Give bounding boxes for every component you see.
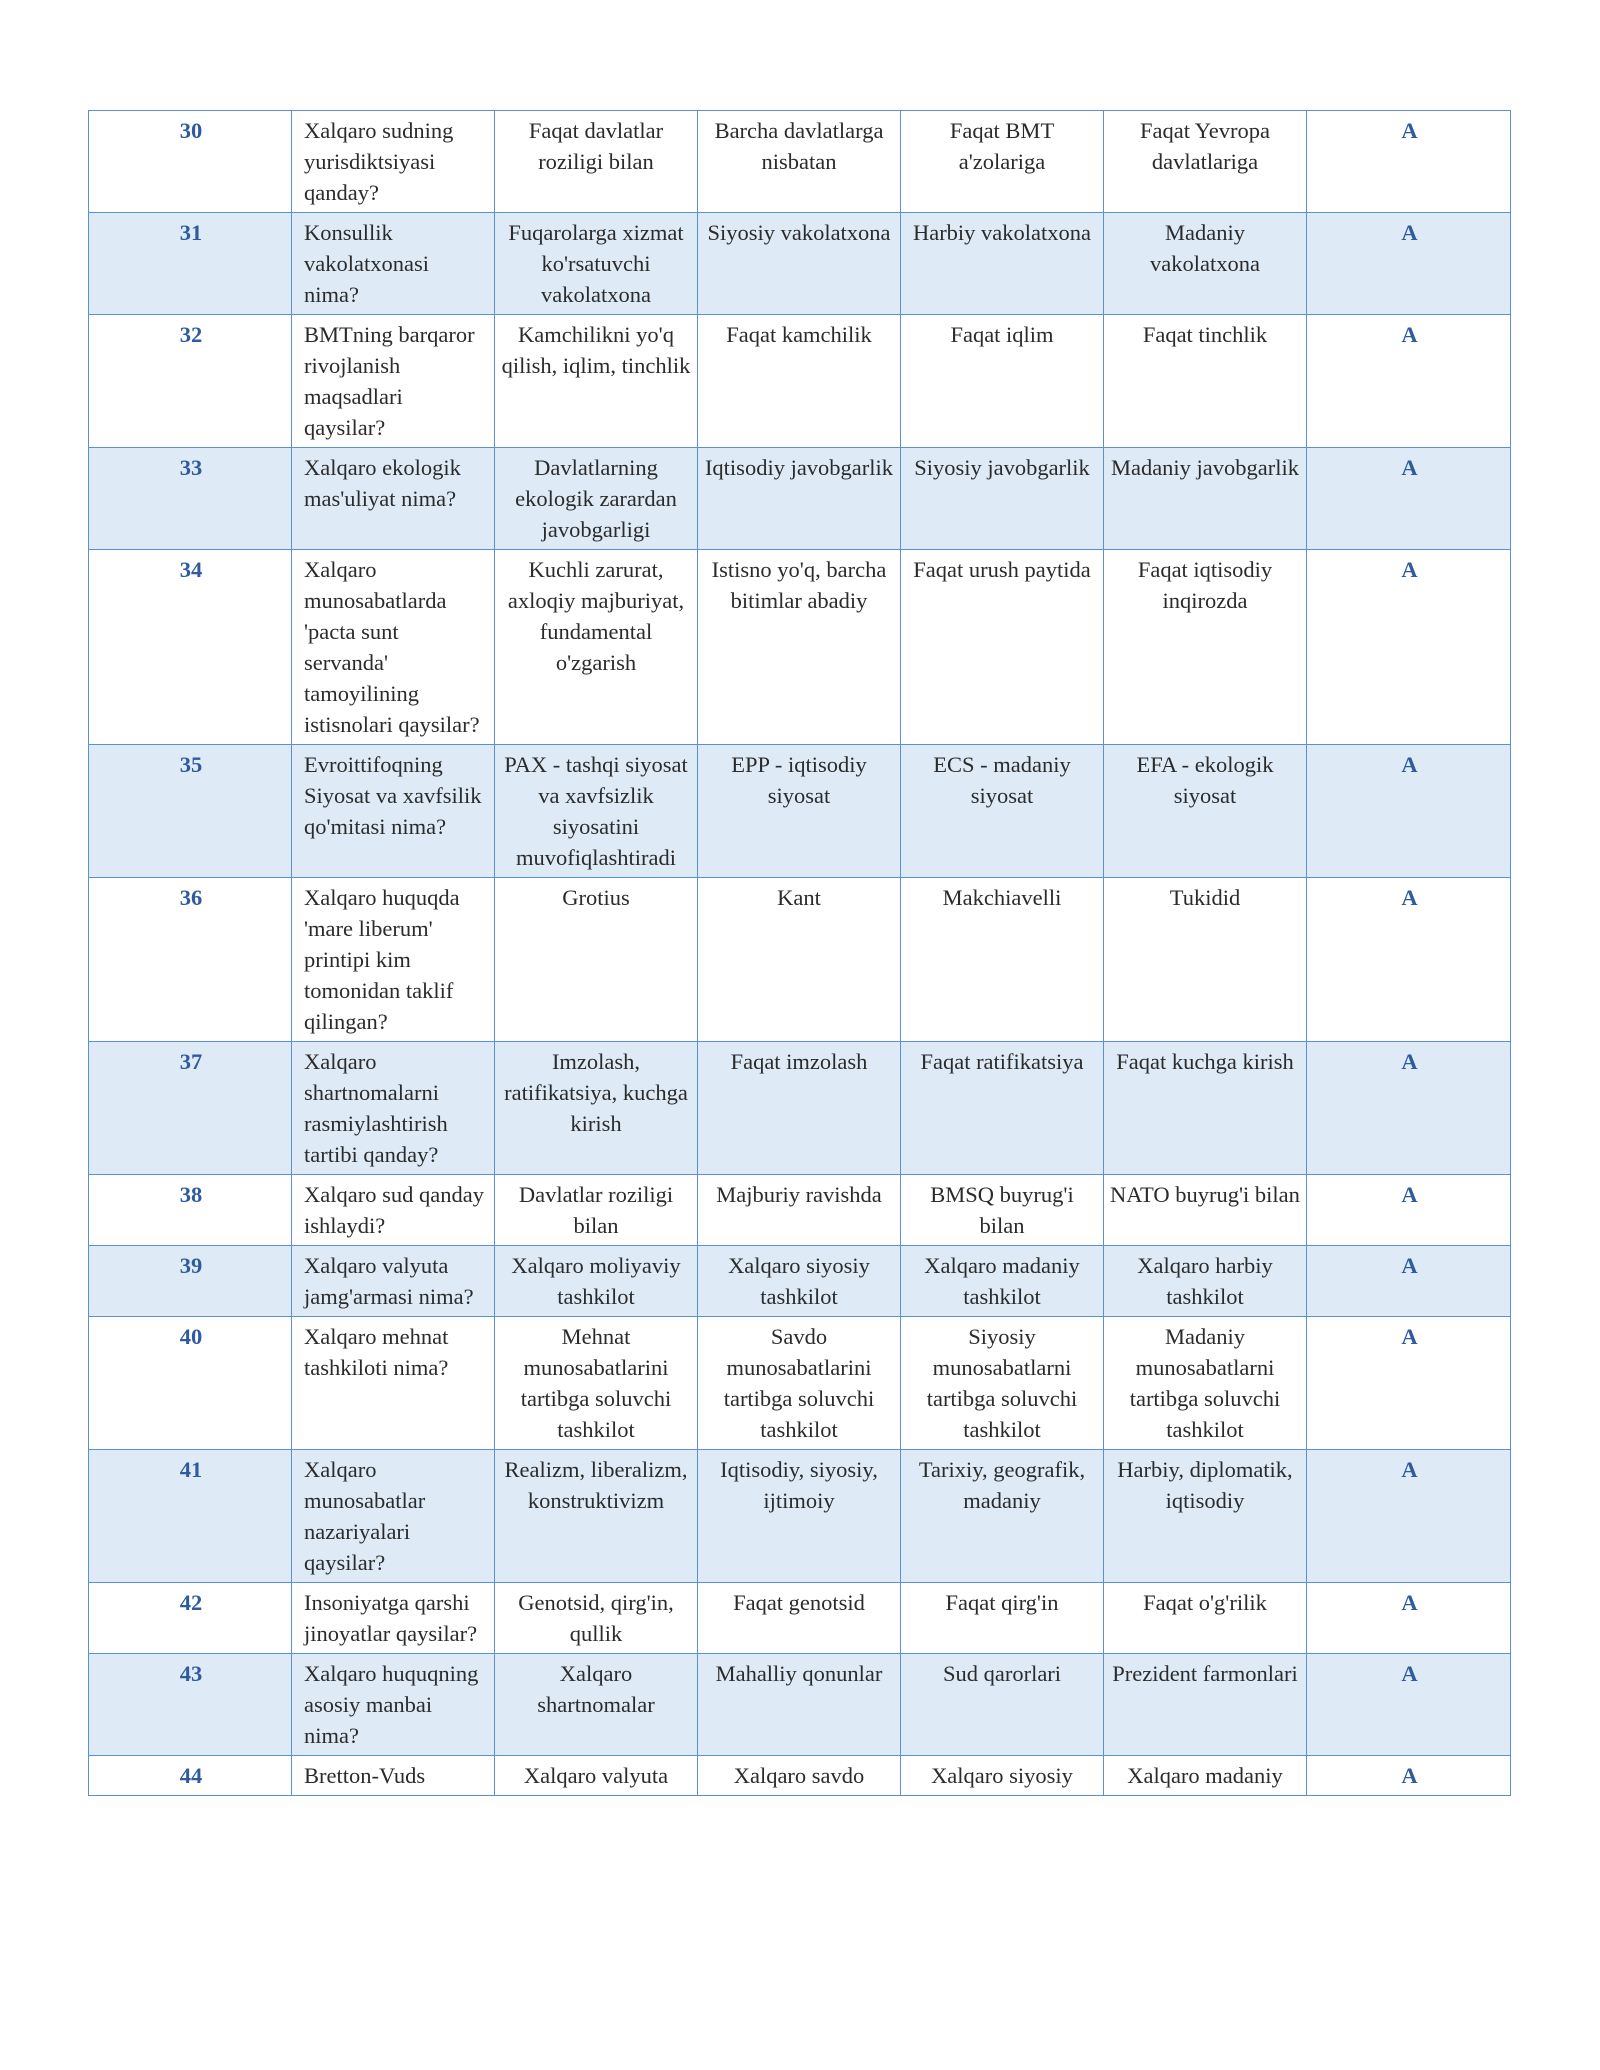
- table-row: [89, 315, 1511, 448]
- question-number: 39: [89, 1246, 292, 1317]
- table-row: [89, 448, 1511, 550]
- correct-answer: A: [1307, 213, 1511, 315]
- option-c: Faqat BMT a'zolariga: [901, 111, 1104, 213]
- option-a: Genotsid, qirg'in, qullik: [495, 1583, 698, 1654]
- option-b: Xalqaro siyosiy tashkilot: [698, 1246, 901, 1317]
- option-d: Harbiy, diplomatik, iqtisodiy: [1104, 1450, 1307, 1583]
- option-c: Xalqaro madaniy tashkilot: [901, 1246, 1104, 1317]
- option-a: Kamchilikni yo'q qilish, iqlim, tinchlik: [495, 315, 698, 448]
- correct-answer: A: [1307, 1756, 1511, 1796]
- question-number: 37: [89, 1042, 292, 1175]
- document-page: [88, 110, 1510, 1796]
- option-b: Xalqaro savdo: [698, 1756, 901, 1796]
- option-c: Makchiavelli: [901, 878, 1104, 1042]
- table-row: [89, 878, 1511, 1042]
- question-number: 32: [89, 315, 292, 448]
- option-d: Madaniy javobgarlik: [1104, 448, 1307, 550]
- question-number: 43: [89, 1654, 292, 1756]
- option-a: Grotius: [495, 878, 698, 1042]
- question-text: Konsullik vakolatxonasi nima?: [292, 213, 495, 315]
- option-d: NATO buyrug'i bilan: [1104, 1175, 1307, 1246]
- table-row: [89, 111, 1511, 213]
- question-number: 38: [89, 1175, 292, 1246]
- table-row: [89, 1450, 1511, 1583]
- question-text: Xalqaro sud qanday ishlaydi?: [292, 1175, 495, 1246]
- question-text: Xalqaro huquqda 'mare liberum' printipi kim tomonidan taklif qilingan?: [292, 878, 495, 1042]
- table-row: [89, 1317, 1511, 1450]
- option-a: Davlatlarning ekologik zarardan javobgarligi: [495, 448, 698, 550]
- table-row: [89, 1246, 1511, 1317]
- question-number: 33: [89, 448, 292, 550]
- question-text: Insoniyatga qarshi jinoyatlar qaysilar?: [292, 1583, 495, 1654]
- correct-answer: A: [1307, 1583, 1511, 1654]
- table-body: [89, 111, 1511, 1796]
- option-c: Xalqaro siyosiy: [901, 1756, 1104, 1796]
- option-b: EPP - iqtisodiy siyosat: [698, 745, 901, 878]
- option-b: Faqat imzolash: [698, 1042, 901, 1175]
- option-c: Faqat ratifikatsiya: [901, 1042, 1104, 1175]
- question-text: Xalqaro sudning yurisdiktsiyasi qanday?: [292, 111, 495, 213]
- option-d: Faqat o'g'rilik: [1104, 1583, 1307, 1654]
- option-d: EFA - ekologik siyosat: [1104, 745, 1307, 878]
- option-c: Faqat qirg'in: [901, 1583, 1104, 1654]
- question-number: 30: [89, 111, 292, 213]
- table-row: [89, 1583, 1511, 1654]
- option-c: Siyosiy javobgarlik: [901, 448, 1104, 550]
- question-number: 35: [89, 745, 292, 878]
- question-text: Xalqaro mehnat tashkiloti nima?: [292, 1317, 495, 1450]
- option-b: Siyosiy vakolatxona: [698, 213, 901, 315]
- correct-answer: A: [1307, 1317, 1511, 1450]
- option-c: BMSQ buyrug'i bilan: [901, 1175, 1104, 1246]
- table-row: [89, 1175, 1511, 1246]
- option-a: Xalqaro moliyaviy tashkilot: [495, 1246, 698, 1317]
- question-text: Xalqaro shartnomalarni rasmiylashtirish tartibi qanday?: [292, 1042, 495, 1175]
- option-b: Kant: [698, 878, 901, 1042]
- option-c: Sud qarorlari: [901, 1654, 1104, 1756]
- question-text: Bretton-Vuds: [292, 1756, 495, 1796]
- question-number: 31: [89, 213, 292, 315]
- option-d: Madaniy munosabatlarni tartibga soluvchi tashkilot: [1104, 1317, 1307, 1450]
- option-c: Tarixiy, geografik, madaniy: [901, 1450, 1104, 1583]
- option-b: Istisno yo'q, barcha bitimlar abadiy: [698, 550, 901, 745]
- question-text: BMTning barqaror rivojlanish maqsadlari qaysilar?: [292, 315, 495, 448]
- correct-answer: A: [1307, 448, 1511, 550]
- option-d: Faqat Yevropa davlatlariga: [1104, 111, 1307, 213]
- question-text: Evroittifoqning Siyosat va xavfsilik qo'mitasi nima?: [292, 745, 495, 878]
- question-text: Xalqaro munosabatlar nazariyalari qaysilar?: [292, 1450, 495, 1583]
- table-row: [89, 1654, 1511, 1756]
- correct-answer: A: [1307, 1450, 1511, 1583]
- option-a: Xalqaro valyuta: [495, 1756, 698, 1796]
- question-text: Xalqaro ekologik mas'uliyat nima?: [292, 448, 495, 550]
- question-number: 34: [89, 550, 292, 745]
- option-d: Madaniy vakolatxona: [1104, 213, 1307, 315]
- option-d: Tukidid: [1104, 878, 1307, 1042]
- option-a: Xalqaro shartnomalar: [495, 1654, 698, 1756]
- questions-table: [88, 110, 1511, 1796]
- question-text: Xalqaro valyuta jamg'armasi nima?: [292, 1246, 495, 1317]
- correct-answer: A: [1307, 878, 1511, 1042]
- option-d: Faqat tinchlik: [1104, 315, 1307, 448]
- option-a: Realizm, liberalizm, konstruktivizm: [495, 1450, 698, 1583]
- question-number: 40: [89, 1317, 292, 1450]
- table-row: [89, 745, 1511, 878]
- table-row: [89, 1756, 1511, 1796]
- option-d: Xalqaro madaniy: [1104, 1756, 1307, 1796]
- option-b: Faqat genotsid: [698, 1583, 901, 1654]
- question-number: 41: [89, 1450, 292, 1583]
- correct-answer: A: [1307, 1246, 1511, 1317]
- correct-answer: A: [1307, 1654, 1511, 1756]
- option-d: Prezident farmonlari: [1104, 1654, 1307, 1756]
- option-a: Fuqarolarga xizmat ko'rsatuvchi vakolatxona: [495, 213, 698, 315]
- option-d: Faqat iqtisodiy inqirozda: [1104, 550, 1307, 745]
- correct-answer: A: [1307, 745, 1511, 878]
- option-a: Faqat davlatlar roziligi bilan: [495, 111, 698, 213]
- table-row: [89, 550, 1511, 745]
- option-d: Xalqaro harbiy tashkilot: [1104, 1246, 1307, 1317]
- question-text: Xalqaro munosabatlarda 'pacta sunt servanda' tamoyilining istisnolari qaysilar?: [292, 550, 495, 745]
- question-text: Xalqaro huquqning asosiy manbai nima?: [292, 1654, 495, 1756]
- option-b: Iqtisodiy, siyosiy, ijtimoiy: [698, 1450, 901, 1583]
- question-number: 36: [89, 878, 292, 1042]
- option-c: Siyosiy munosabatlarni tartibga soluvchi tashkilot: [901, 1317, 1104, 1450]
- option-b: Majburiy ravishda: [698, 1175, 901, 1246]
- option-a: PAX - tashqi siyosat va xavfsizlik siyosatini muvofiqlashtiradi: [495, 745, 698, 878]
- option-b: Mahalliy qonunlar: [698, 1654, 901, 1756]
- option-a: Mehnat munosabatlarini tartibga soluvchi tashkilot: [495, 1317, 698, 1450]
- option-d: Faqat kuchga kirish: [1104, 1042, 1307, 1175]
- correct-answer: A: [1307, 1175, 1511, 1246]
- option-c: ECS - madaniy siyosat: [901, 745, 1104, 878]
- table-row: [89, 1042, 1511, 1175]
- option-a: Kuchli zarurat, axloqiy majburiyat, fundamental o'zgarish: [495, 550, 698, 745]
- table-row: [89, 213, 1511, 315]
- option-c: Faqat urush paytida: [901, 550, 1104, 745]
- option-b: Barcha davlatlarga nisbatan: [698, 111, 901, 213]
- question-number: 44: [89, 1756, 292, 1796]
- correct-answer: A: [1307, 315, 1511, 448]
- correct-answer: A: [1307, 111, 1511, 213]
- option-b: Faqat kamchilik: [698, 315, 901, 448]
- option-a: Davlatlar roziligi bilan: [495, 1175, 698, 1246]
- option-a: Imzolash, ratifikatsiya, kuchga kirish: [495, 1042, 698, 1175]
- option-b: Savdo munosabatlarini tartibga soluvchi tashkilot: [698, 1317, 901, 1450]
- option-c: Faqat iqlim: [901, 315, 1104, 448]
- correct-answer: A: [1307, 550, 1511, 745]
- option-b: Iqtisodiy javobgarlik: [698, 448, 901, 550]
- option-c: Harbiy vakolatxona: [901, 213, 1104, 315]
- question-number: 42: [89, 1583, 292, 1654]
- correct-answer: A: [1307, 1042, 1511, 1175]
